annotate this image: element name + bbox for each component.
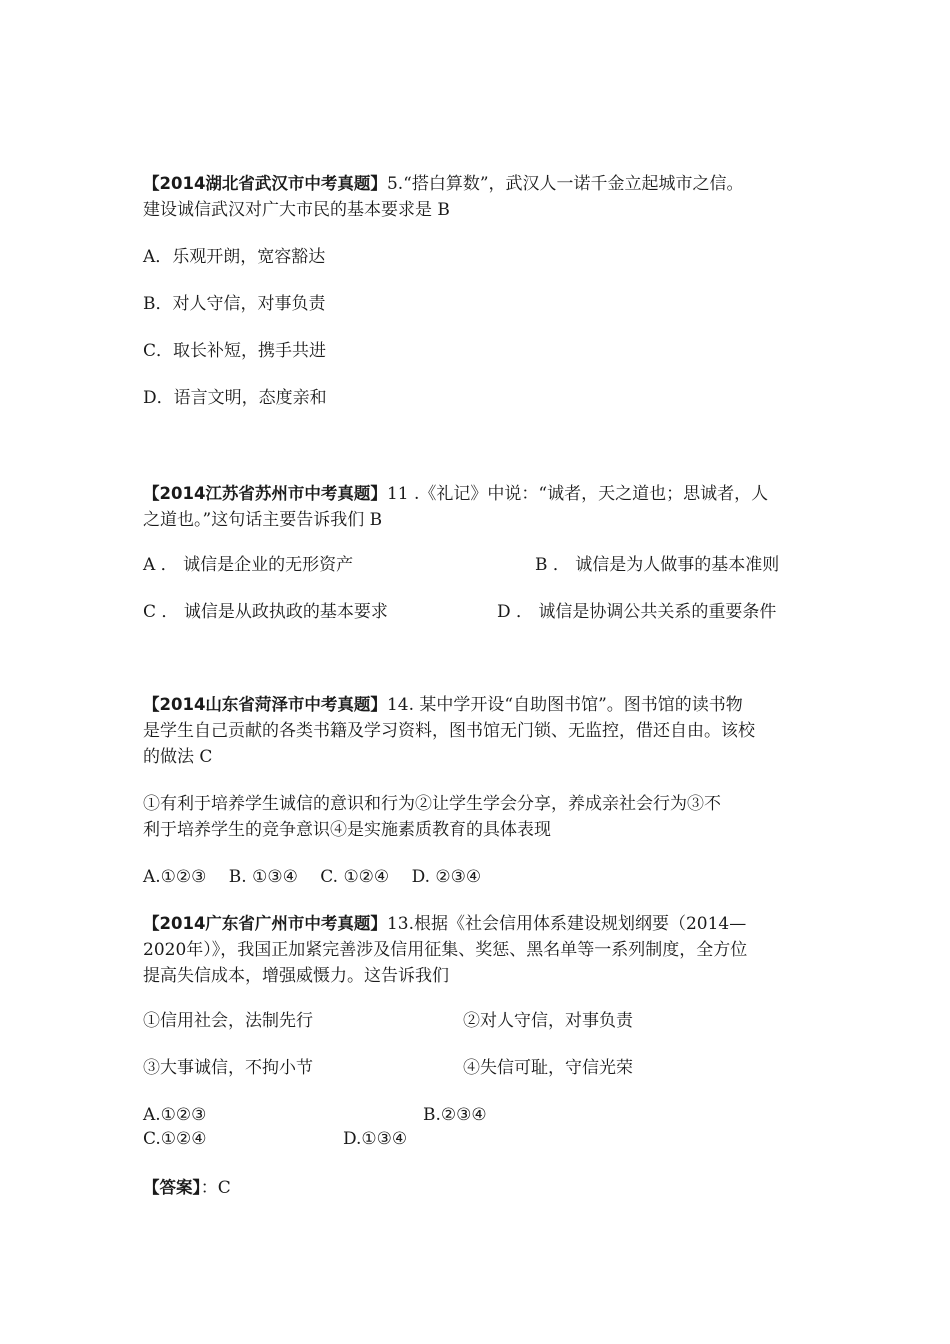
q4-statement-4: ④失信可耻，守信光荣: [463, 1058, 633, 1078]
q4-option-b: B.②③④: [423, 1105, 487, 1125]
q1-stem-line1: 【2014湖北省武汉市中考真题】5.“搭白算数”，武汉人一诺千金立起城市之信。: [143, 174, 744, 194]
q2-source-tag: 【2014江苏省苏州市中考真题】: [143, 484, 387, 503]
q3-statements-line1: ①有利于培养学生诚信的意识和行为②让学生学会分享，养成亲社会行为③不: [143, 794, 721, 814]
answer-label: 【答案】: [143, 1178, 201, 1197]
q1-option-d: D．语言文明，态度亲和: [143, 388, 327, 408]
q4-statement-1: ①信用社会，法制先行: [143, 1011, 313, 1031]
q2-option-a: A ． 诚信是企业的无形资产: [143, 555, 354, 575]
q2-stem-line1: 【2014江苏省苏州市中考真题】11 .《礼记》中说：“诚者，天之道也；思诚者，人: [143, 484, 769, 504]
q1-option-c: C．取长补短，携手共进: [143, 341, 327, 361]
q1-option-a: A．乐观开朗，宽容豁达: [143, 247, 326, 267]
q2-option-c: C ． 诚信是从政执政的基本要求: [143, 602, 388, 622]
q2-stem-line2: 之道也。”这句话主要告诉我们 B: [143, 510, 383, 530]
q1-option-b: B．对人守信，对事负责: [143, 294, 326, 314]
q1-stem-line2: 建设诚信武汉对广大市民的基本要求是 B: [143, 200, 450, 220]
q4-source-tag: 【2014广东省广州市中考真题】: [143, 914, 387, 933]
q4-stem-line3: 提高失信成本，增强威慑力。这告诉我们: [143, 966, 449, 986]
q4-stem-line2: 2020年）》，我国正加紧完善涉及信用征集、奖惩、黑名单等一系列制度，全方位: [143, 940, 748, 960]
q3-statements-line2: 利于培养学生的竞争意识④是实施素质教育的具体表现: [143, 820, 551, 840]
q4-answer: 【答案】：C: [143, 1178, 231, 1198]
q3-options: A.①②③ B. ①③④ C. ①②④ D. ②③④: [143, 867, 482, 887]
q3-stem-line1: 【2014山东省菏泽市中考真题】14. 某中学开设“自助图书馆”。图书馆的读书物: [143, 695, 743, 715]
q1-source-tag: 【2014湖北省武汉市中考真题】: [143, 174, 387, 193]
q4-option-a: A.①②③: [143, 1105, 207, 1125]
q2-option-d: D ． 诚信是协调公共关系的重要条件: [497, 602, 777, 622]
q4-option-d: D.①③④: [343, 1129, 408, 1149]
q4-stem-line1: 【2014广东省广州市中考真题】13.根据《社会信用体系建设规划纲要（2014—: [143, 914, 747, 934]
q3-stem-line2: 是学生自己贡献的各类书籍及学习资料，图书馆无门锁、无监控，借还自由。该校: [143, 721, 755, 741]
q4-statement-2: ②对人守信，对事负责: [463, 1011, 633, 1031]
q2-option-b: B ． 诚信是为人做事的基本准则: [535, 555, 780, 575]
q3-source-tag: 【2014山东省菏泽市中考真题】: [143, 695, 387, 714]
q4-option-c: C.①②④: [143, 1129, 207, 1149]
q4-statement-3: ③大事诚信，不拘小节: [143, 1058, 313, 1078]
q3-stem-line3: 的做法 C: [143, 747, 213, 767]
